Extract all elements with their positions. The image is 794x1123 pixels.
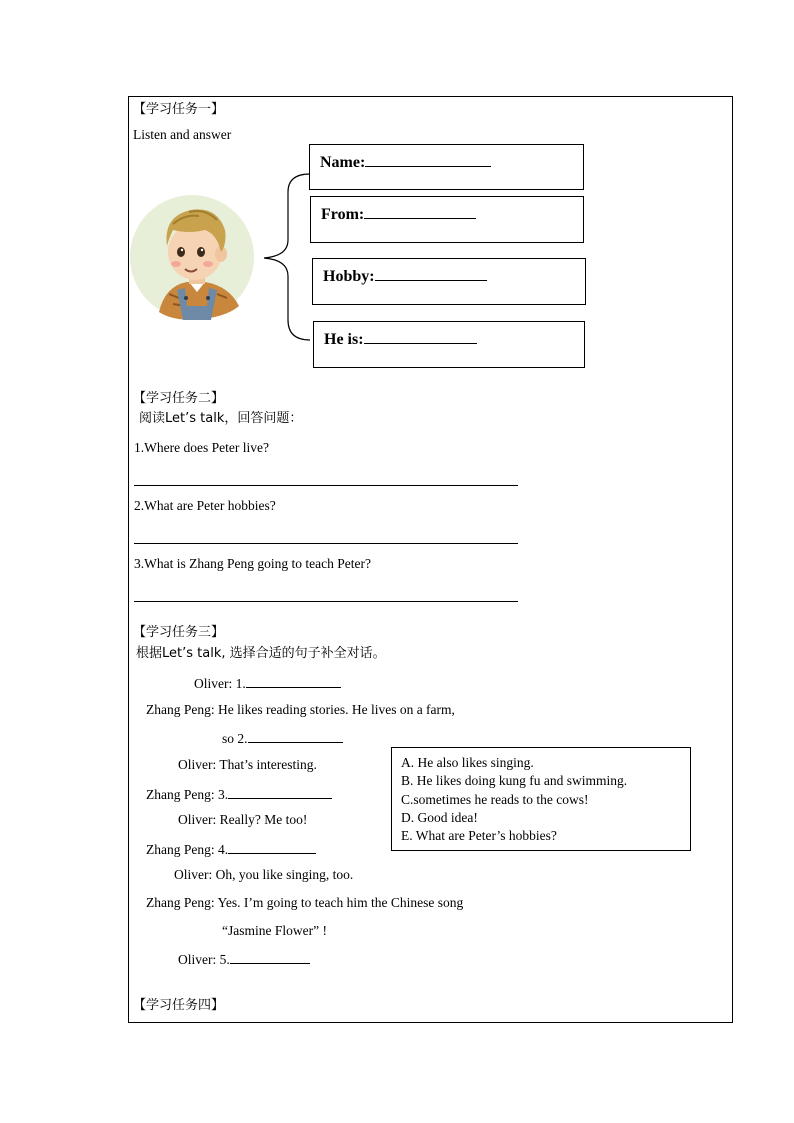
dialogue-line: Oliver: That’s interesting. <box>178 757 317 772</box>
option-a: A. He also likes singing. <box>401 755 534 770</box>
hobby-label: Hobby: <box>323 268 375 285</box>
task1-heading: 【学习任务一】 <box>133 102 225 117</box>
blank-1[interactable] <box>246 674 341 688</box>
blank-2[interactable] <box>248 729 343 743</box>
answer-line-2[interactable] <box>134 543 518 544</box>
option-e: E. What are Peter’s hobbies? <box>401 828 557 844</box>
he-is-answer-line <box>364 328 477 344</box>
from-field[interactable] <box>321 203 476 224</box>
option-b: B. He likes doing kung fu and swimming. <box>401 773 628 789</box>
answer-line-1[interactable] <box>134 485 518 486</box>
hobby-field-box <box>312 258 586 305</box>
dialogue-line: Oliver: Really? Me too! <box>178 812 308 827</box>
he-is-field[interactable] <box>324 328 477 349</box>
dialogue-line <box>178 950 310 968</box>
dialogue-text: Oliver: 5. <box>178 952 230 967</box>
question-1: 1.Where does Peter live? <box>134 440 269 455</box>
option-c: C.sometimes he reads to the cows! <box>401 791 589 807</box>
question-3: 3.What is Zhang Peng going to teach Peter? <box>134 556 371 571</box>
options-box <box>391 747 691 851</box>
from-field-box <box>310 196 584 243</box>
dialogue-text: Zhang Peng: 4. <box>146 842 229 857</box>
name-field[interactable] <box>320 151 491 172</box>
dialogue-text: Zhang Peng: 3. <box>146 787 229 802</box>
dialogue-line: Zhang Peng: He likes reading stories. He lives on a farm, <box>146 702 455 717</box>
blank-5[interactable] <box>230 950 310 964</box>
dialogue-line <box>222 729 343 747</box>
task4-heading: 【学习任务四】 <box>133 998 225 1013</box>
dialogue-line: Zhang Peng: Yes. I’m going to teach him the Chinese song <box>146 895 464 910</box>
blank-4[interactable] <box>228 840 316 854</box>
he-is-field-box <box>313 321 585 368</box>
dialogue-text: Oliver: 1. <box>194 676 246 691</box>
task3-heading: 【学习任务三】 <box>133 625 225 640</box>
hobby-field[interactable] <box>323 265 487 286</box>
task2-heading: 【学习任务二】 <box>133 391 225 406</box>
option-d: D. Good idea! <box>401 809 478 825</box>
name-label: Name: <box>320 154 366 171</box>
task1-subtitle: Listen and answer <box>133 127 232 142</box>
curly-brace <box>258 170 314 345</box>
answer-line-3[interactable] <box>134 601 518 602</box>
from-label: From: <box>321 206 365 223</box>
name-field-box <box>309 144 584 190</box>
name-answer-line <box>365 151 491 167</box>
hobby-answer-line <box>375 265 487 281</box>
blank-3[interactable] <box>228 785 332 799</box>
dialogue-line <box>194 674 341 692</box>
he-is-label: He is: <box>324 331 364 348</box>
question-2: 2.What are Peter hobbies? <box>134 498 276 513</box>
boy-avatar-illustration <box>129 194 257 322</box>
from-answer-line <box>364 203 476 219</box>
dialogue-text: so 2. <box>222 731 248 746</box>
dialogue-line: “Jasmine Flower” ! <box>222 923 327 938</box>
task3-instruction: 根据Let’s talk, 选择合适的句子补全对话。 <box>136 646 386 661</box>
task2-instruction: 阅读Let’s talk，回答问题： <box>139 411 303 426</box>
dialogue-line <box>146 785 332 803</box>
dialogue-line <box>146 840 316 858</box>
dialogue-line: Oliver: Oh, you like singing, too. <box>174 867 354 882</box>
